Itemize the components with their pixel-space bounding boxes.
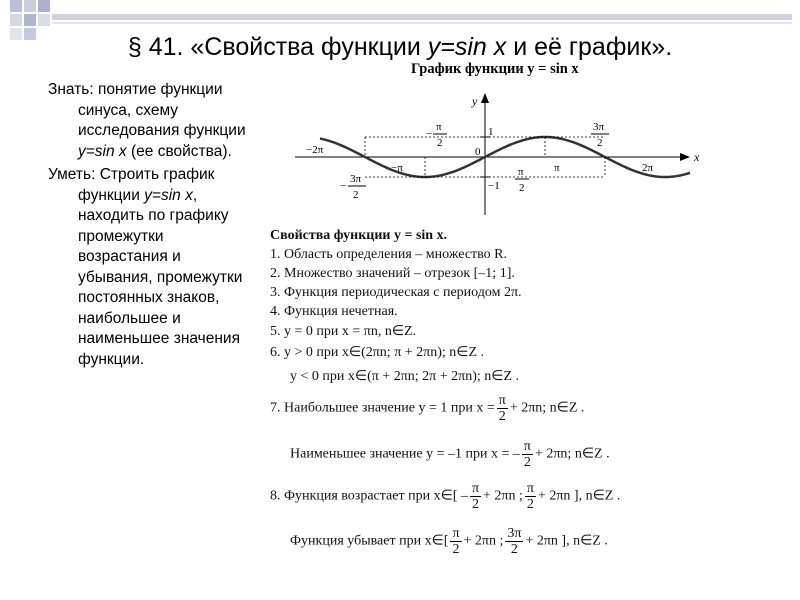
property-7-min: Наименьшее значение y = –1 при x = – $\frac{\pi}{2}$ + 2πn; n∈Z .	[290, 439, 610, 470]
property-1: 1. Область определения – множество R.	[270, 247, 508, 262]
label-3pi-over-2	[591, 121, 609, 149]
svg-text:3π: 3π	[350, 173, 362, 185]
label-minus-pi: −π	[391, 162, 403, 174]
svg-text:2: 2	[597, 137, 603, 149]
property-8-increasing: 8. Функция возрастает при x∈[ – $\frac{\pi}{2}$ + 2πn ; $\frac{\pi}{2}$ + 2πn ], n∈Z .	[270, 481, 621, 512]
svg-text:2: 2	[437, 137, 443, 149]
label-minus-3pi-over-2	[340, 173, 366, 201]
graph-title: График функции y = sin x	[411, 61, 579, 77]
can-paragraph: Уметь: Строить график функции y=sin x, находить по графику промежутки возрастания и убывания, промежутки постоянных знаков, наибольшее и наименьшее значения функции.	[48, 166, 243, 368]
property-5: 5. y = 0 при x = πn, n∈Z.	[270, 324, 417, 339]
svg-text:π: π	[436, 121, 442, 133]
label-minus-pi-over-2	[426, 121, 447, 149]
left-text-block	[48, 80, 248, 373]
svg-text:2: 2	[519, 182, 525, 194]
slide-title: § 41. «Свойства функции y=sin x и её график».	[127, 33, 673, 61]
property-4: 4. Функция нечетная.	[270, 304, 398, 319]
sine-graph	[290, 85, 710, 220]
svg-text:−: −	[426, 128, 433, 140]
label-2pi: 2π	[642, 162, 654, 174]
label-pi-over-2	[515, 166, 529, 194]
axis-label-x: x	[694, 150, 700, 164]
property-2: 2. Множество значений – отрезок [–1; 1].	[270, 266, 515, 281]
svg-text:π: π	[518, 166, 524, 178]
axis-label-y: y	[472, 94, 478, 108]
property-6-positive: 6. y > 0 при x∈(2πn; π + 2πn); n∈Z .	[270, 345, 485, 360]
label-one: 1	[488, 126, 494, 138]
property-7-max: 7. Наибольшее значение y = 1 при x = $\frac{\pi}{2}$ + 2πn; n∈Z .	[270, 393, 585, 424]
label-pi: π	[554, 162, 560, 174]
know-paragraph: Знать: понятие функции синуса, схему исследования функции y=sin x (ее свойства).	[48, 81, 246, 160]
property-6-negative: y < 0 при x∈(π + 2πn; 2π + 2πn); n∈Z .	[290, 369, 519, 384]
svg-text:3π: 3π	[593, 121, 605, 133]
properties-heading: Свойства функции y = sin x.	[270, 228, 448, 243]
property-3: 3. Функция периодическая с периодом 2π.	[270, 285, 522, 300]
property-8-decreasing: Функция убывает при x∈[ $\frac{\pi}{2}$ + 2πn ; $\frac{3\pi}{2}$ + 2πn ], n∈Z .	[290, 526, 608, 557]
svg-text:−: −	[340, 180, 347, 192]
y-axis	[481, 93, 489, 215]
label-zero: 0	[475, 146, 481, 158]
label-minus-2pi: −2π	[306, 144, 324, 156]
svg-text:2: 2	[353, 189, 359, 201]
label-minus-one: −1	[488, 180, 500, 192]
